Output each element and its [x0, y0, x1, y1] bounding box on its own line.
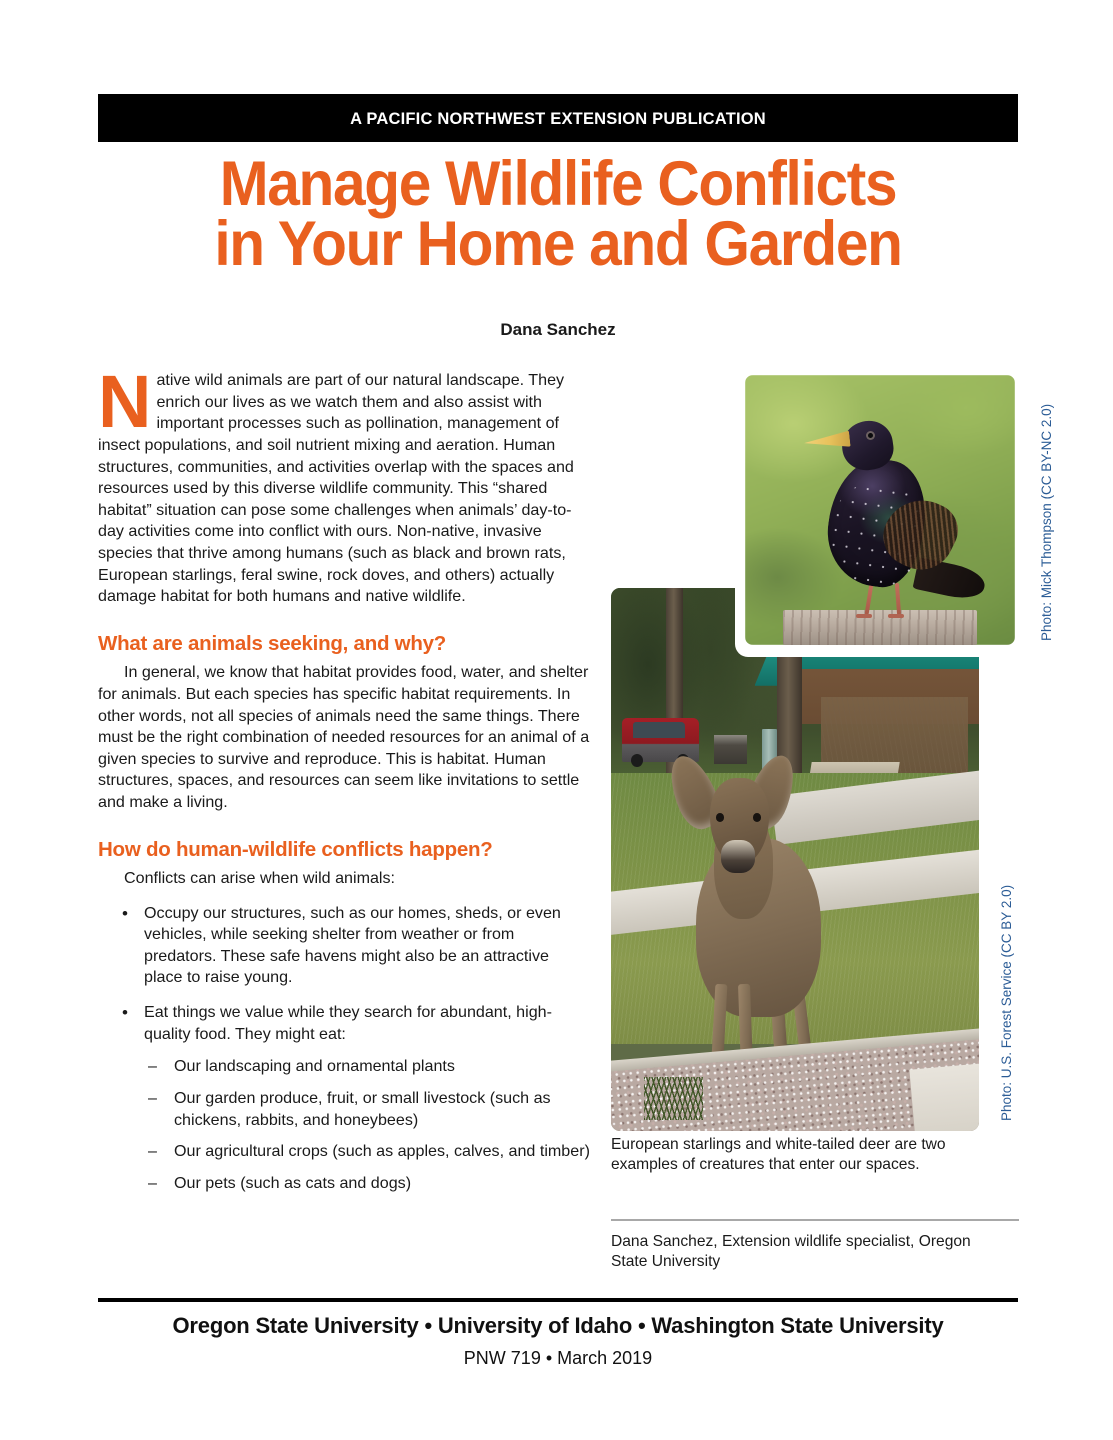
sub-list-item-text: Our pets (such as cats and dogs) [174, 1173, 412, 1192]
sub-list-item [144, 1056, 590, 1078]
sub-list-item-text: Our agricultural crops (such as apples, calves, and timber) [174, 1142, 590, 1161]
deer-photo-weed [644, 1077, 703, 1120]
sub-list-item [144, 1088, 590, 1131]
title-line-1: Manage Wildlife Conflicts [219, 149, 897, 219]
author-affiliation: Dana Sanchez, Extension wildlife specialist, Oregon State University [611, 1233, 971, 1271]
figure-caption: European starlings and white-tailed deer are two examples of creatures that enter our spaces. [611, 1136, 946, 1174]
drop-cap: N [98, 360, 152, 443]
starling-photo-credit: Photo: Mick Thompson (CC BY-NC 2.0) [1039, 403, 1054, 641]
starling-photo-foot [888, 614, 904, 618]
footer-universities: Oregon State University • University of Idaho • Washington State University [172, 1313, 944, 1338]
bullet-dot-icon: • [122, 1003, 128, 1023]
food-sub-list [144, 1056, 590, 1194]
deer-photo-suv-window [633, 722, 685, 738]
deer-photo-shed [714, 735, 747, 765]
sub-list-item-text: Our landscaping and ornamental plants [174, 1057, 455, 1076]
deer-photo-deer-snout [721, 840, 754, 873]
starling-photo-eye [868, 433, 873, 438]
lead-paragraph [98, 360, 590, 608]
dash-marker-icon: – [148, 1142, 157, 1161]
lead-paragraph-text: ative wild animals are part of our natural landscape. They enrich our lives as we watch them and also assist with important processes such as pollination, management of insect populations, and soil nutrient mixing and aeration. Human structures, communities, and activities overlap with the spaces and resources used by this diverse wildlife community. This “shared habitat” situation can pose some challenges when animals’ day-to-day activities come into conflict with ours. Non-native, invasive species that thrive among humans (such as black and brown rats, European starlings, feral swine, rock doves, and others) actually damage habitat for both humans and native wildlife. [98, 371, 574, 606]
conflicts-bullet-list [98, 903, 590, 1195]
starling-photo-foot [856, 614, 872, 618]
dash-marker-icon: – [148, 1057, 157, 1076]
european-starling-photo-frame [735, 365, 1027, 657]
deer-photo-right-walkway [909, 1062, 979, 1131]
list-item-text: Eat things we value while they search for abundant, high-quality food. They might eat: [144, 1003, 552, 1043]
list-item-text: Occupy our structures, such as our homes, sheds, or even vehicles, while seeking shelter from weather or from predators. These safe havens might also be an attractive place to raise young. [144, 903, 561, 987]
white-tailed-deer-photo [611, 588, 979, 1131]
section-paragraph-2: Conflicts can arise when wild animals: [124, 868, 396, 887]
section-heading-1: What are animals seeking, and why? [98, 632, 447, 656]
section-paragraph-1: In general, we know that habitat provides food, water, and shelter for animals. But each species has specific habitat requirements. In other words, not all species of animals need the same things. There must be the right combination of needed resources for an animal of a given species to survive and reproduce. This is habitat. Human structures, spaces, and resources can seem like invitations to settle and make a living. [98, 663, 590, 812]
author-byline: Dana Sanchez [500, 320, 616, 339]
footer-rule [98, 1298, 1018, 1302]
banner-text: A PACIFIC NORTHWEST EXTENSION PUBLICATION [350, 110, 766, 128]
section-heading-2: How do human-wildlife conflicts happen? [98, 837, 493, 861]
title-line-2: in Your Home and Garden [214, 209, 902, 280]
sub-list-item [144, 1141, 590, 1163]
sub-list-item-text: Our garden produce, fruit, or small livestock (such as chickens, rabbits, and honeybees) [174, 1089, 551, 1129]
list-item [98, 903, 590, 990]
deer-photo-deer-eye [753, 813, 761, 822]
footer-publication-number: PNW 719 • March 2019 [463, 1348, 653, 1368]
dash-marker-icon: – [148, 1089, 157, 1108]
european-starling-photo [745, 375, 1015, 645]
author-divider [611, 1219, 1019, 1221]
bullet-dot-icon: • [122, 903, 128, 923]
starling-photo-fence-post [783, 610, 977, 645]
sub-list-item [144, 1173, 590, 1195]
main-text-column [98, 360, 590, 1208]
dash-marker-icon: – [148, 1173, 157, 1192]
page-title [98, 149, 1018, 280]
list-item [98, 1002, 590, 1194]
deer-photo-credit: Photo: U.S. Forest Service (CC BY 2.0) [999, 884, 1014, 1121]
publication-banner [98, 97, 1018, 142]
